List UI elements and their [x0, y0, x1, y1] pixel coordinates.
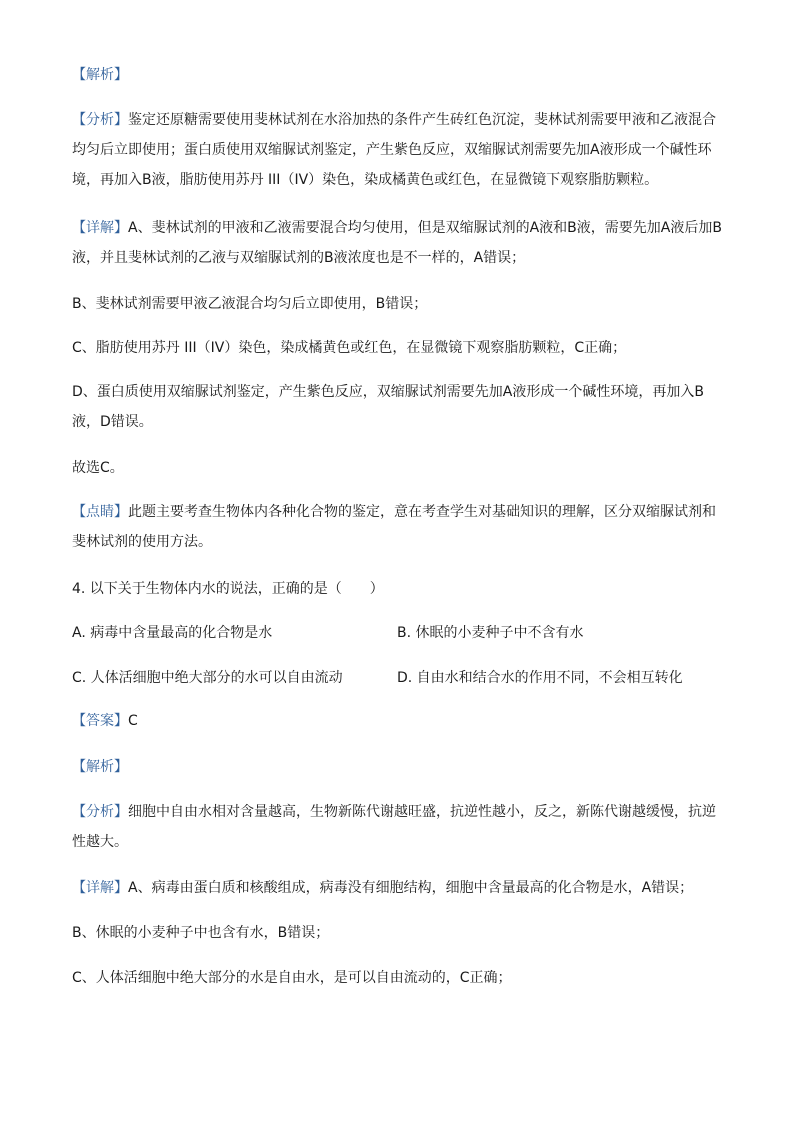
- jiexi-heading-2: [72, 752, 724, 782]
- conclusion-1: [72, 453, 724, 483]
- xiangjie-c-text: C、脂肪使用苏丹 III（IV）染色，染成橘黄色或红色，在显微镜下观察脂肪颗粒，C正确；: [72, 340, 627, 356]
- fenxi-text: 细胞中自由水相对含量越高，生物新陈代谢越旺盛，抗逆性越小，反之，新陈代谢越缓慢，抗逆性越大。: [72, 804, 716, 850]
- option-a-text: A. 病毒中含量最高的化合物是水: [72, 625, 273, 641]
- jiexi-tag: 【解析】: [72, 67, 128, 83]
- fenxi-paragraph-2: [72, 797, 724, 857]
- xiangjie-d-1: [72, 377, 724, 437]
- option-c: [72, 668, 343, 688]
- xiangjie-paragraph-2: [72, 873, 724, 903]
- option-d-text: D. 自由水和结合水的作用不同，不会相互转化: [397, 670, 683, 686]
- xiangjie-a-text: A、病毒由蛋白质和核酸组成，病毒没有细胞结构，细胞中含量最高的化合物是水，A错误；: [128, 880, 694, 896]
- xiangjie-paragraph-1: [72, 213, 724, 273]
- fenxi-text: 鉴定还原糖需要使用斐林试剂在水浴加热的条件产生砖红色沉淀，斐林试剂需要甲液和乙液混合均匀后立即使用；蛋白质使用双缩脲试剂鉴定，产生紫色反应，双缩脲试剂需要先加A液形成一个碱性环境，再加入B液，脂肪使用苏丹 III（IV）染色，染成橘黄色或红色，在显微镜下观察脂肪颗粒。: [72, 112, 716, 188]
- xiangjie-tag: 【详解】: [72, 220, 128, 236]
- dianjing-tag: 【点睛】: [72, 504, 128, 520]
- xiangjie-b-text: B、休眠的小麦种子中也含有水，B错误；: [72, 925, 330, 941]
- option-d: [397, 668, 683, 688]
- xiangjie-b-text: B、斐林试剂需要甲液乙液混合均匀后立即使用，B错误；: [72, 296, 428, 312]
- answer-value: C: [128, 713, 138, 729]
- xiangjie-c-2: [72, 963, 724, 993]
- option-c-text: C. 人体活细胞中绝大部分的水可以自由流动: [72, 670, 343, 686]
- xiangjie-d-text: D、蛋白质使用双缩脲试剂鉴定，产生紫色反应，双缩脲试剂需要先加A液形成一个碱性环境，再加入B液，D错误。: [72, 384, 704, 430]
- daan-tag: 【答案】: [72, 713, 128, 729]
- xiangjie-b-2: [72, 918, 724, 948]
- xiangjie-b-1: [72, 289, 724, 319]
- answer-line: [72, 706, 724, 736]
- xiangjie-tag: 【详解】: [72, 880, 128, 896]
- question-stem-text: 4. 以下关于生物体内水的说法，正确的是（ ）: [72, 581, 384, 597]
- fenxi-paragraph-1: [72, 105, 724, 195]
- fenxi-tag: 【分析】: [72, 112, 128, 128]
- option-a: [72, 623, 272, 643]
- jiexi-tag: 【解析】: [72, 759, 128, 775]
- xiangjie-a-text: A、斐林试剂的甲液和乙液需要混合均匀使用，但是双缩脲试剂的A液和B液，需要先加A液后加B液，并且斐林试剂的乙液与双缩脲试剂的B液浓度也是不一样的，A错误；: [72, 220, 722, 266]
- question-4-stem: [72, 574, 724, 604]
- dianjing-text: 此题主要考查生物体内各种化合物的鉴定，意在考查学生对基础知识的理解，区分双缩脲试剂和斐林试剂的使用方法。: [72, 504, 716, 550]
- dianjing-paragraph: [72, 497, 724, 557]
- jiexi-heading-1: [72, 60, 724, 90]
- conclusion-text: 故选C。: [72, 460, 124, 476]
- option-b-text: B. 休眠的小麦种子中不含有水: [397, 625, 584, 641]
- fenxi-tag: 【分析】: [72, 804, 128, 820]
- option-b: [397, 623, 584, 643]
- xiangjie-c-text: C、人体活细胞中绝大部分的水是自由水，是可以自由流动的，C正确；: [72, 970, 512, 986]
- xiangjie-c-1: [72, 333, 724, 363]
